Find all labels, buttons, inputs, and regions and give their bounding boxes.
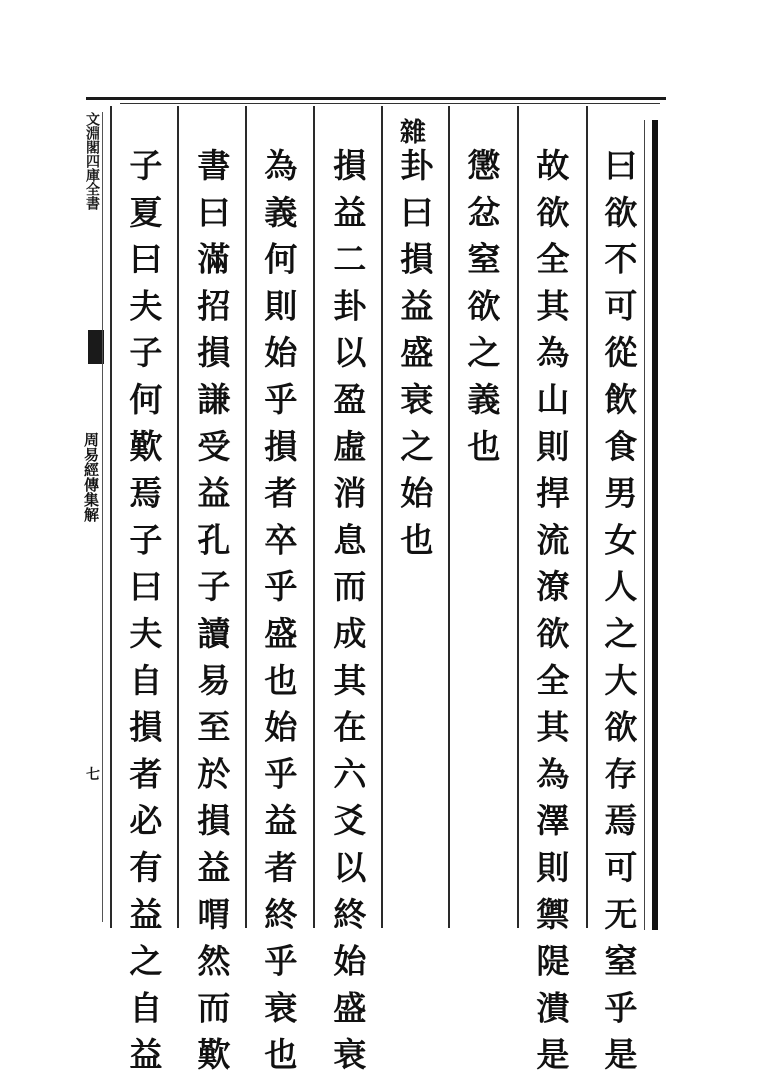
top-border-inner	[120, 103, 660, 104]
column-divider	[448, 106, 450, 928]
text-column-4	[389, 148, 439, 569]
column-text: 為義何則始乎損者卒乎盛也始乎益者終乎衰也	[259, 148, 299, 1084]
text-column-7	[186, 148, 236, 1084]
text-column-5	[322, 148, 372, 1084]
column-text: 損益二卦以盈虛消息而成其在六爻以終始盛衰	[328, 148, 368, 1084]
column-text: 子夏曰夫子何歎焉子曰夫自損者必有益之自益	[124, 148, 164, 1084]
column-divider	[110, 106, 112, 928]
column-divider	[381, 106, 383, 928]
column-text: 書曰滿招損謙受益孔子讀易至於損益喟然而歎	[192, 148, 232, 1084]
column-divider	[177, 106, 179, 928]
text-column-8	[118, 148, 168, 1084]
column-divider	[245, 106, 247, 928]
column-text: 故欲全其為山則捍流潦欲全其為澤則禦隄潰是	[531, 148, 571, 1084]
text-column-2	[525, 148, 575, 1084]
column-divider	[517, 106, 519, 928]
gutter-page-number: 七	[86, 767, 100, 783]
column-text: 懲忿窒欲之義也	[462, 148, 502, 476]
text-column-3	[456, 148, 506, 476]
column-text: 卦曰損益盛衰之始也	[395, 148, 435, 570]
text-column-1	[593, 148, 643, 1084]
gutter-border	[102, 112, 103, 922]
right-border-inner	[644, 120, 645, 930]
right-border	[652, 120, 658, 930]
gutter-book-title: 周易經傳集解	[82, 432, 100, 522]
column-divider	[313, 106, 315, 928]
column-divider	[586, 106, 588, 928]
column-heading: 雜	[399, 118, 426, 148]
column-text: 曰欲不可從飲食男女人之大欲存焉可无窒乎是	[599, 148, 639, 1084]
gutter-label: 文淵閣四庫全書	[84, 112, 100, 210]
top-border	[86, 97, 666, 100]
text-column-6	[253, 148, 303, 1084]
